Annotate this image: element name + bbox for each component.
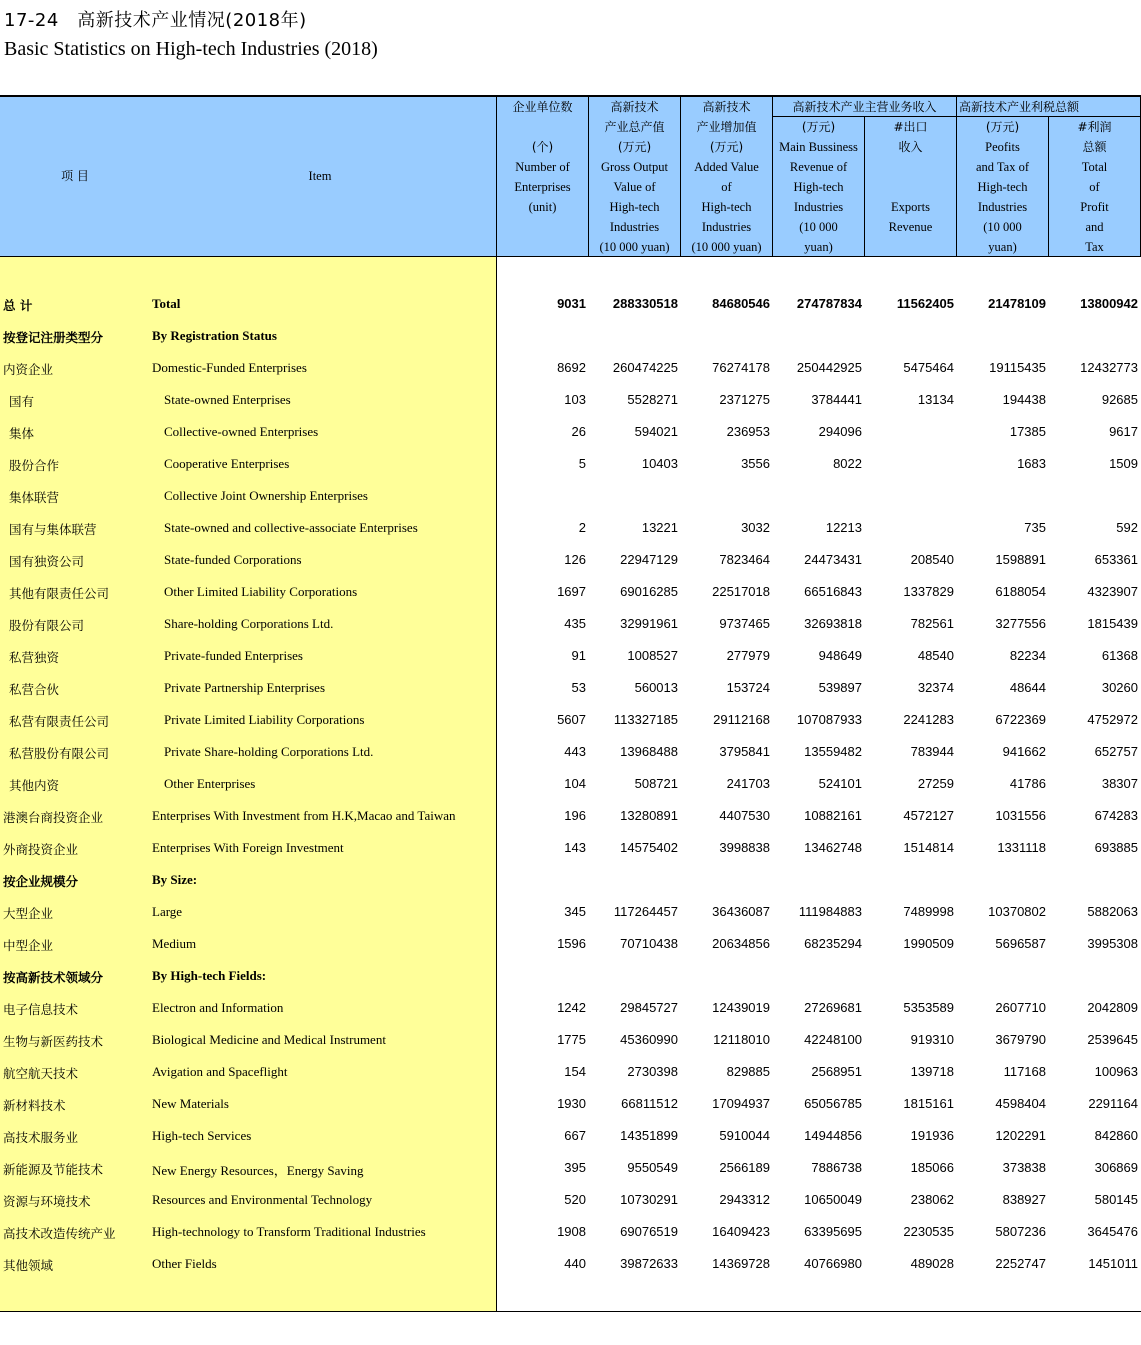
cell-value: 13221	[641, 520, 678, 535]
row-label-cn: 新材料技术	[3, 1098, 66, 1113]
cell-value: 41786	[1009, 776, 1046, 791]
cell-value: 12432773	[1080, 360, 1138, 375]
table-row	[0, 1000, 1141, 1020]
cell-value: 113327185	[613, 712, 678, 727]
cell-value: 12118010	[713, 1032, 770, 1047]
cell-value: 4407530	[719, 808, 770, 823]
cell-value: 191936	[910, 1128, 954, 1143]
cell-value: 435	[564, 616, 586, 631]
section-row	[0, 328, 1141, 348]
cell-value: 2291164	[1088, 1096, 1138, 1111]
row-label-en: By High-tech Fields:	[152, 968, 267, 983]
table-row	[0, 1224, 1141, 1244]
cell-value: 274787834	[796, 296, 862, 311]
cell-value: 489028	[910, 1256, 954, 1271]
row-label-en: Medium	[152, 936, 197, 951]
cell-value: 69076519	[620, 1224, 678, 1239]
cell-value: 100963	[1094, 1064, 1138, 1079]
cell-value: 117168	[1003, 1064, 1046, 1079]
cell-value: 22947129	[620, 552, 678, 567]
cell-value: 842860	[1094, 1128, 1138, 1143]
cell-value: 154	[564, 1064, 586, 1079]
cell-value: 22517018	[712, 584, 770, 599]
cell-value: 1031556	[995, 808, 1046, 823]
row-label-cn: 资源与环境技术	[3, 1194, 91, 1209]
cell-value: 236953	[726, 424, 770, 439]
cell-value: 592	[1116, 520, 1138, 535]
cell-value: 1451011	[1088, 1256, 1138, 1271]
cell-value: 13800942	[1080, 296, 1138, 311]
cell-value: 13462748	[804, 840, 862, 855]
cell-value: 153724	[726, 680, 770, 695]
header-profits-tax: (万元) Peofits and Tax of High-tech Industries (10 000 yuan)	[975, 120, 1030, 254]
row-label-en: Private Limited Liability Corporations	[164, 712, 365, 727]
cell-value: 652757	[1094, 744, 1138, 759]
cell-value: 65056785	[804, 1096, 862, 1111]
cell-value: 19115435	[989, 360, 1046, 375]
row-label-cn: 中型企业	[3, 938, 54, 953]
cell-value: 948649	[818, 648, 862, 663]
table-row	[0, 1256, 1141, 1276]
cell-value: 61368	[1101, 648, 1138, 663]
row-label-cn: 其他有限责任公司	[9, 586, 110, 601]
cell-value: 2568951	[811, 1064, 862, 1079]
cell-value: 26	[571, 424, 586, 439]
cell-value: 594021	[634, 424, 678, 439]
cell-value: 21478109	[988, 296, 1046, 311]
row-label-en: High-tech Services	[152, 1128, 252, 1143]
cell-value: 5910044	[719, 1128, 770, 1143]
row-label-en: Large	[152, 904, 183, 919]
row-label-en: State-owned Enterprises	[164, 392, 291, 407]
cell-value: 693885	[1094, 840, 1138, 855]
cell-value: 111984883	[798, 904, 862, 919]
cell-value: 5607	[557, 712, 586, 727]
cell-value: 10730291	[620, 1192, 678, 1207]
cell-value: 39872633	[620, 1256, 678, 1271]
table-row	[0, 904, 1141, 924]
table-row	[0, 552, 1141, 572]
cell-value: 3032	[741, 520, 770, 535]
cell-value: 1683	[1017, 456, 1046, 471]
table-row	[0, 424, 1141, 444]
cell-value: 1815161	[903, 1096, 954, 1111]
cell-value: 1596	[557, 936, 586, 951]
cell-value: 1990509	[903, 936, 954, 951]
cell-value: 941662	[1002, 744, 1046, 759]
cell-value: 36436087	[712, 904, 770, 919]
row-label-cn: 股份合作	[9, 458, 60, 473]
cell-value: 3995308	[1087, 936, 1138, 951]
row-label-cn: 其他领域	[3, 1258, 54, 1273]
cell-value: 238062	[910, 1192, 954, 1207]
cell-value: 3795841	[719, 744, 770, 759]
cell-value: 29845727	[620, 1000, 678, 1015]
row-label-en: State-owned and collective-associate Enterprises	[164, 520, 418, 535]
cell-value: 40766980	[804, 1256, 862, 1271]
table-row	[0, 392, 1141, 412]
cell-value: 9617	[1109, 424, 1138, 439]
row-label-en: By Registration Status	[152, 328, 277, 343]
cell-value: 5882063	[1087, 904, 1138, 919]
cell-value: 139718	[910, 1064, 954, 1079]
cell-value: 13134	[917, 392, 954, 407]
cell-value: 5696587	[995, 936, 1046, 951]
cell-value: 2	[578, 520, 586, 535]
row-label-en: New Energy Resources，Energy Saving	[152, 1163, 364, 1178]
cell-value: 3556	[741, 456, 770, 471]
header-added-value: 高新技术 产业增加值 (万元) Added Value of High-tech Industries (10 000 yuan)	[691, 100, 762, 254]
table-row	[0, 520, 1141, 540]
cell-value: 117264457	[613, 904, 678, 919]
cell-value: 53	[571, 680, 586, 695]
row-label-cn: 内资企业	[3, 362, 54, 377]
cell-value: 38307	[1101, 776, 1138, 791]
cell-value: 345	[564, 904, 586, 919]
cell-value: 14944856	[804, 1128, 862, 1143]
row-label-cn: 高技术服务业	[3, 1130, 79, 1145]
table-row	[0, 744, 1141, 764]
cell-value: 14369728	[712, 1256, 770, 1271]
cell-value: 1598891	[995, 552, 1046, 567]
row-label-en: Resources and Environmental Technology	[152, 1192, 373, 1207]
cell-value: 12213	[825, 520, 862, 535]
table-row	[0, 1160, 1141, 1180]
cell-value: 653361	[1094, 552, 1138, 567]
row-label-cn: 股份有限公司	[9, 618, 85, 633]
cell-value: 32693818	[804, 616, 862, 631]
cell-value: 443	[564, 744, 586, 759]
header-group-profits-tax: 高新技术产业利税总额	[959, 100, 1080, 114]
cell-value: 783944	[910, 744, 954, 759]
row-label-cn: 生物与新医药技术	[3, 1034, 104, 1049]
cell-value: 5475464	[903, 360, 954, 375]
cell-value: 1930	[557, 1096, 586, 1111]
cell-value: 66811512	[621, 1096, 678, 1111]
cell-value: 1775	[557, 1032, 586, 1047]
row-label-cn: 大型企业	[3, 906, 54, 921]
cell-value: 13559482	[804, 744, 862, 759]
cell-value: 10370802	[988, 904, 1046, 919]
cell-value: 2230535	[903, 1224, 954, 1239]
cell-value: 1331118	[997, 840, 1046, 855]
cell-value: 1008527	[627, 648, 678, 663]
cell-value: 524101	[818, 776, 862, 791]
row-label-en: Enterprises With Investment from H.K,Macao and Taiwan	[152, 808, 456, 823]
cell-value: 91	[571, 648, 586, 663]
cell-value: 3784441	[811, 392, 862, 407]
cell-value: 8692	[557, 360, 586, 375]
cell-value: 17385	[1009, 424, 1046, 439]
cell-value: 260474225	[612, 360, 678, 375]
cell-value: 13280891	[620, 808, 678, 823]
row-label-cn: 按企业规模分	[3, 874, 79, 889]
header-main-revenue: (万元) Main Bussiness Revenue of High-tech Industries (10 000 yuan)	[779, 120, 858, 254]
table-row	[0, 680, 1141, 700]
cell-value: 24473431	[804, 552, 862, 567]
cell-value: 3277556	[995, 616, 1046, 631]
cell-value: 288330518	[612, 296, 678, 311]
row-label-cn: 国有	[9, 394, 35, 409]
cell-value: 580145	[1094, 1192, 1138, 1207]
cell-value: 45360990	[620, 1032, 678, 1047]
cell-value: 208540	[910, 552, 954, 567]
row-label-en: High-technology to Transform Traditional Industries	[152, 1224, 426, 1239]
table-row	[0, 712, 1141, 732]
row-label-cn: 私营合伙	[9, 682, 60, 697]
cell-value: 13968488	[620, 744, 678, 759]
cell-value: 539897	[818, 680, 862, 695]
section-row	[0, 872, 1141, 892]
page-title-en: Basic Statistics on High-tech Industries (2018)	[4, 38, 378, 60]
cell-value: 14575402	[620, 840, 678, 855]
cell-value: 395	[564, 1160, 586, 1175]
table-row	[0, 1032, 1141, 1052]
cell-value: 9550549	[627, 1160, 678, 1175]
cell-value: 107087933	[796, 712, 862, 727]
cell-value: 126	[564, 552, 586, 567]
cell-value: 5	[578, 456, 586, 471]
row-label-en: Domestic-Funded Enterprises	[152, 360, 307, 375]
header-exports-revenue: #出口 收入 Exports Revenue	[888, 120, 933, 234]
cell-value: 829885	[726, 1064, 770, 1079]
header-item-cn: 项 目	[61, 169, 89, 183]
cell-value: 194438	[1002, 392, 1046, 407]
cell-value: 12439019	[712, 1000, 770, 1015]
cell-value: 508721	[634, 776, 678, 791]
row-label-en: Private-funded Enterprises	[164, 648, 303, 663]
cell-value: 9737465	[719, 616, 770, 631]
cell-value: 1514814	[903, 840, 954, 855]
cell-value: 440	[564, 1256, 586, 1271]
row-label-cn: 私营股份有限公司	[9, 746, 110, 761]
cell-value: 27259	[917, 776, 954, 791]
cell-value: 92685	[1101, 392, 1138, 407]
table-row	[0, 840, 1141, 860]
cell-value: 2730398	[627, 1064, 678, 1079]
cell-value: 7489998	[903, 904, 954, 919]
cell-value: 196	[564, 808, 586, 823]
row-label-en: Avigation and Spaceflight	[152, 1064, 288, 1079]
row-label-cn: 港澳台商投资企业	[3, 810, 104, 825]
row-label-en: Collective Joint Ownership Enterprises	[164, 488, 368, 503]
cell-value: 2241283	[903, 712, 954, 727]
row-label-cn: 按登记注册类型分	[3, 330, 104, 345]
cell-value: 1815439	[1087, 616, 1138, 631]
row-label-en: State-funded Corporations	[164, 552, 302, 567]
cell-value: 2252747	[995, 1256, 1046, 1271]
cell-value: 4598404	[995, 1096, 1046, 1111]
row-label-cn: 高技术改造传统产业	[3, 1226, 116, 1241]
cell-value: 294096	[818, 424, 862, 439]
row-label-cn: 新能源及节能技术	[3, 1162, 104, 1177]
row-label-en: Total	[152, 296, 181, 311]
cell-value: 520	[564, 1192, 586, 1207]
cell-value: 6722369	[995, 712, 1046, 727]
cell-value: 4752972	[1087, 712, 1138, 727]
table-row	[0, 616, 1141, 636]
cell-value: 143	[564, 840, 586, 855]
cell-value: 84680546	[712, 296, 770, 311]
section-row	[0, 968, 1141, 988]
cell-value: 185066	[910, 1160, 954, 1175]
cell-value: 1509	[1109, 456, 1138, 471]
row-label-en: Collective-owned Enterprises	[164, 424, 319, 439]
cell-value: 42248100	[804, 1032, 862, 1047]
cell-value: 5807236	[995, 1224, 1046, 1239]
cell-value: 48540	[917, 648, 954, 663]
cell-value: 277979	[726, 648, 770, 663]
table-row	[0, 808, 1141, 828]
row-label-cn: 航空航天技术	[3, 1066, 79, 1081]
table-row	[0, 360, 1141, 380]
header-group-main-revenue: 高新技术产业主营业务收入	[792, 100, 937, 114]
row-label-cn: 按高新技术领域分	[3, 970, 104, 985]
table-row	[0, 1192, 1141, 1212]
cell-value: 69016285	[620, 584, 678, 599]
row-label-en: By Size:	[152, 872, 198, 887]
cell-value: 27269681	[804, 1000, 862, 1015]
row-label-en: Other Limited Liability Corporations	[164, 584, 358, 599]
header-gross-output: 高新技术 产业总产值 (万元) Gross Output Value of High-tech Industries (10 000 yuan)	[599, 100, 670, 254]
cell-value: 4323907	[1087, 584, 1138, 599]
cell-value: 2371275	[719, 392, 770, 407]
row-label-cn: 国有与集体联营	[9, 522, 97, 537]
cell-value: 10403	[641, 456, 678, 471]
cell-value: 6188054	[995, 584, 1046, 599]
row-label-en: Private Share-holding Corporations Ltd.	[164, 744, 374, 759]
row-label-cn: 其他内资	[9, 778, 60, 793]
cell-value: 76274178	[712, 360, 770, 375]
cell-value: 2042809	[1087, 1000, 1138, 1015]
cell-value: 838927	[1002, 1192, 1046, 1207]
cell-value: 14351899	[620, 1128, 678, 1143]
cell-value: 2539645	[1087, 1032, 1138, 1047]
cell-value: 5528271	[627, 392, 678, 407]
cell-value: 66516843	[804, 584, 862, 599]
cell-value: 16409423	[712, 1224, 770, 1239]
cell-value: 104	[564, 776, 586, 791]
row-label-en: Electron and Information	[152, 1000, 284, 1015]
row-label-en: Enterprises With Foreign Investment	[152, 840, 344, 855]
cell-value: 4572127	[903, 808, 954, 823]
cell-value: 2607710	[995, 1000, 1046, 1015]
cell-value: 674283	[1094, 808, 1138, 823]
cell-value: 250442925	[796, 360, 862, 375]
cell-value: 29112168	[713, 712, 770, 727]
cell-value: 17094937	[712, 1096, 770, 1111]
cell-value: 3645476	[1087, 1224, 1138, 1239]
table-bottom-rule	[0, 1311, 1141, 1312]
cell-value: 306869	[1094, 1160, 1138, 1175]
row-label-en: Share-holding Corporations Ltd.	[164, 616, 334, 631]
cell-value: 241703	[726, 776, 770, 791]
cell-value: 2566189	[719, 1160, 770, 1175]
table-row	[0, 936, 1141, 956]
table-row	[0, 584, 1141, 604]
table-row	[0, 776, 1141, 796]
row-label-cn: 集体	[9, 426, 35, 441]
row-label-cn: 国有独资公司	[9, 554, 85, 569]
cell-value: 1908	[557, 1224, 586, 1239]
cell-value: 32991961	[620, 616, 678, 631]
page-title-cn: 17-24 高新技术产业情况(2018年)	[4, 10, 307, 31]
cell-value: 103	[564, 392, 586, 407]
row-label-cn: 外商投资企业	[3, 842, 79, 857]
row-label-cn: 私营有限责任公司	[9, 714, 110, 729]
cell-value: 8022	[833, 456, 862, 471]
cell-value: 32374	[917, 680, 954, 695]
cell-value: 1697	[557, 584, 586, 599]
row-label-en: Other Fields	[152, 1256, 217, 1271]
table-row	[0, 488, 1141, 508]
cell-value: 5353589	[903, 1000, 954, 1015]
cell-value: 68235294	[804, 936, 862, 951]
table-row	[0, 1064, 1141, 1084]
table-row	[0, 456, 1141, 476]
cell-value: 3679790	[995, 1032, 1046, 1047]
row-label-en: Other Enterprises	[164, 776, 256, 791]
cell-value: 10650049	[804, 1192, 862, 1207]
row-label-en: New Materials	[152, 1096, 229, 1111]
row-label-cn: 私营独资	[9, 650, 60, 665]
cell-value: 1337829	[903, 584, 954, 599]
row-label-cn: 总 计	[3, 298, 33, 313]
table-row	[0, 1096, 1141, 1116]
cell-value: 1202291	[995, 1128, 1046, 1143]
cell-value: 919310	[910, 1032, 954, 1047]
cell-value: 667	[564, 1128, 586, 1143]
row-label-en: Private Partnership Enterprises	[164, 680, 326, 695]
row-label-cn: 集体联营	[9, 490, 60, 505]
cell-value: 63395695	[804, 1224, 862, 1239]
cell-value: 48644	[1009, 680, 1046, 695]
cell-value: 7823464	[719, 552, 770, 567]
cell-value: 373838	[1002, 1160, 1046, 1175]
header-item-en: Item	[308, 169, 332, 183]
cell-value: 30260	[1101, 680, 1138, 695]
cell-value: 782561	[910, 616, 954, 631]
cell-value: 7886738	[811, 1160, 862, 1175]
cell-value: 9031	[557, 296, 586, 311]
cell-value: 2943312	[719, 1192, 770, 1207]
row-label-en: Biological Medicine and Medical Instrument	[152, 1032, 386, 1047]
cell-value: 3998838	[719, 840, 770, 855]
cell-value: 11562405	[896, 296, 954, 311]
cell-value: 735	[1024, 520, 1046, 535]
cell-value: 70710438	[620, 936, 678, 951]
table-row	[0, 296, 1141, 316]
table-row	[0, 648, 1141, 668]
cell-value: 20634856	[712, 936, 770, 951]
row-label-en: Cooperative Enterprises	[164, 456, 290, 471]
header-enterprises: 企业单位数 (个) Number of Enterprises (unit)	[512, 100, 573, 214]
cell-value: 82234	[1009, 648, 1046, 663]
cell-value: 560013	[634, 680, 678, 695]
table-row	[0, 1128, 1141, 1148]
cell-value: 1242	[557, 1000, 586, 1015]
row-label-cn: 电子信息技术	[3, 1002, 79, 1017]
cell-value: 10882161	[804, 808, 862, 823]
header-total-profit: #利润 总额 Total of Profit and Tax	[1077, 120, 1112, 254]
